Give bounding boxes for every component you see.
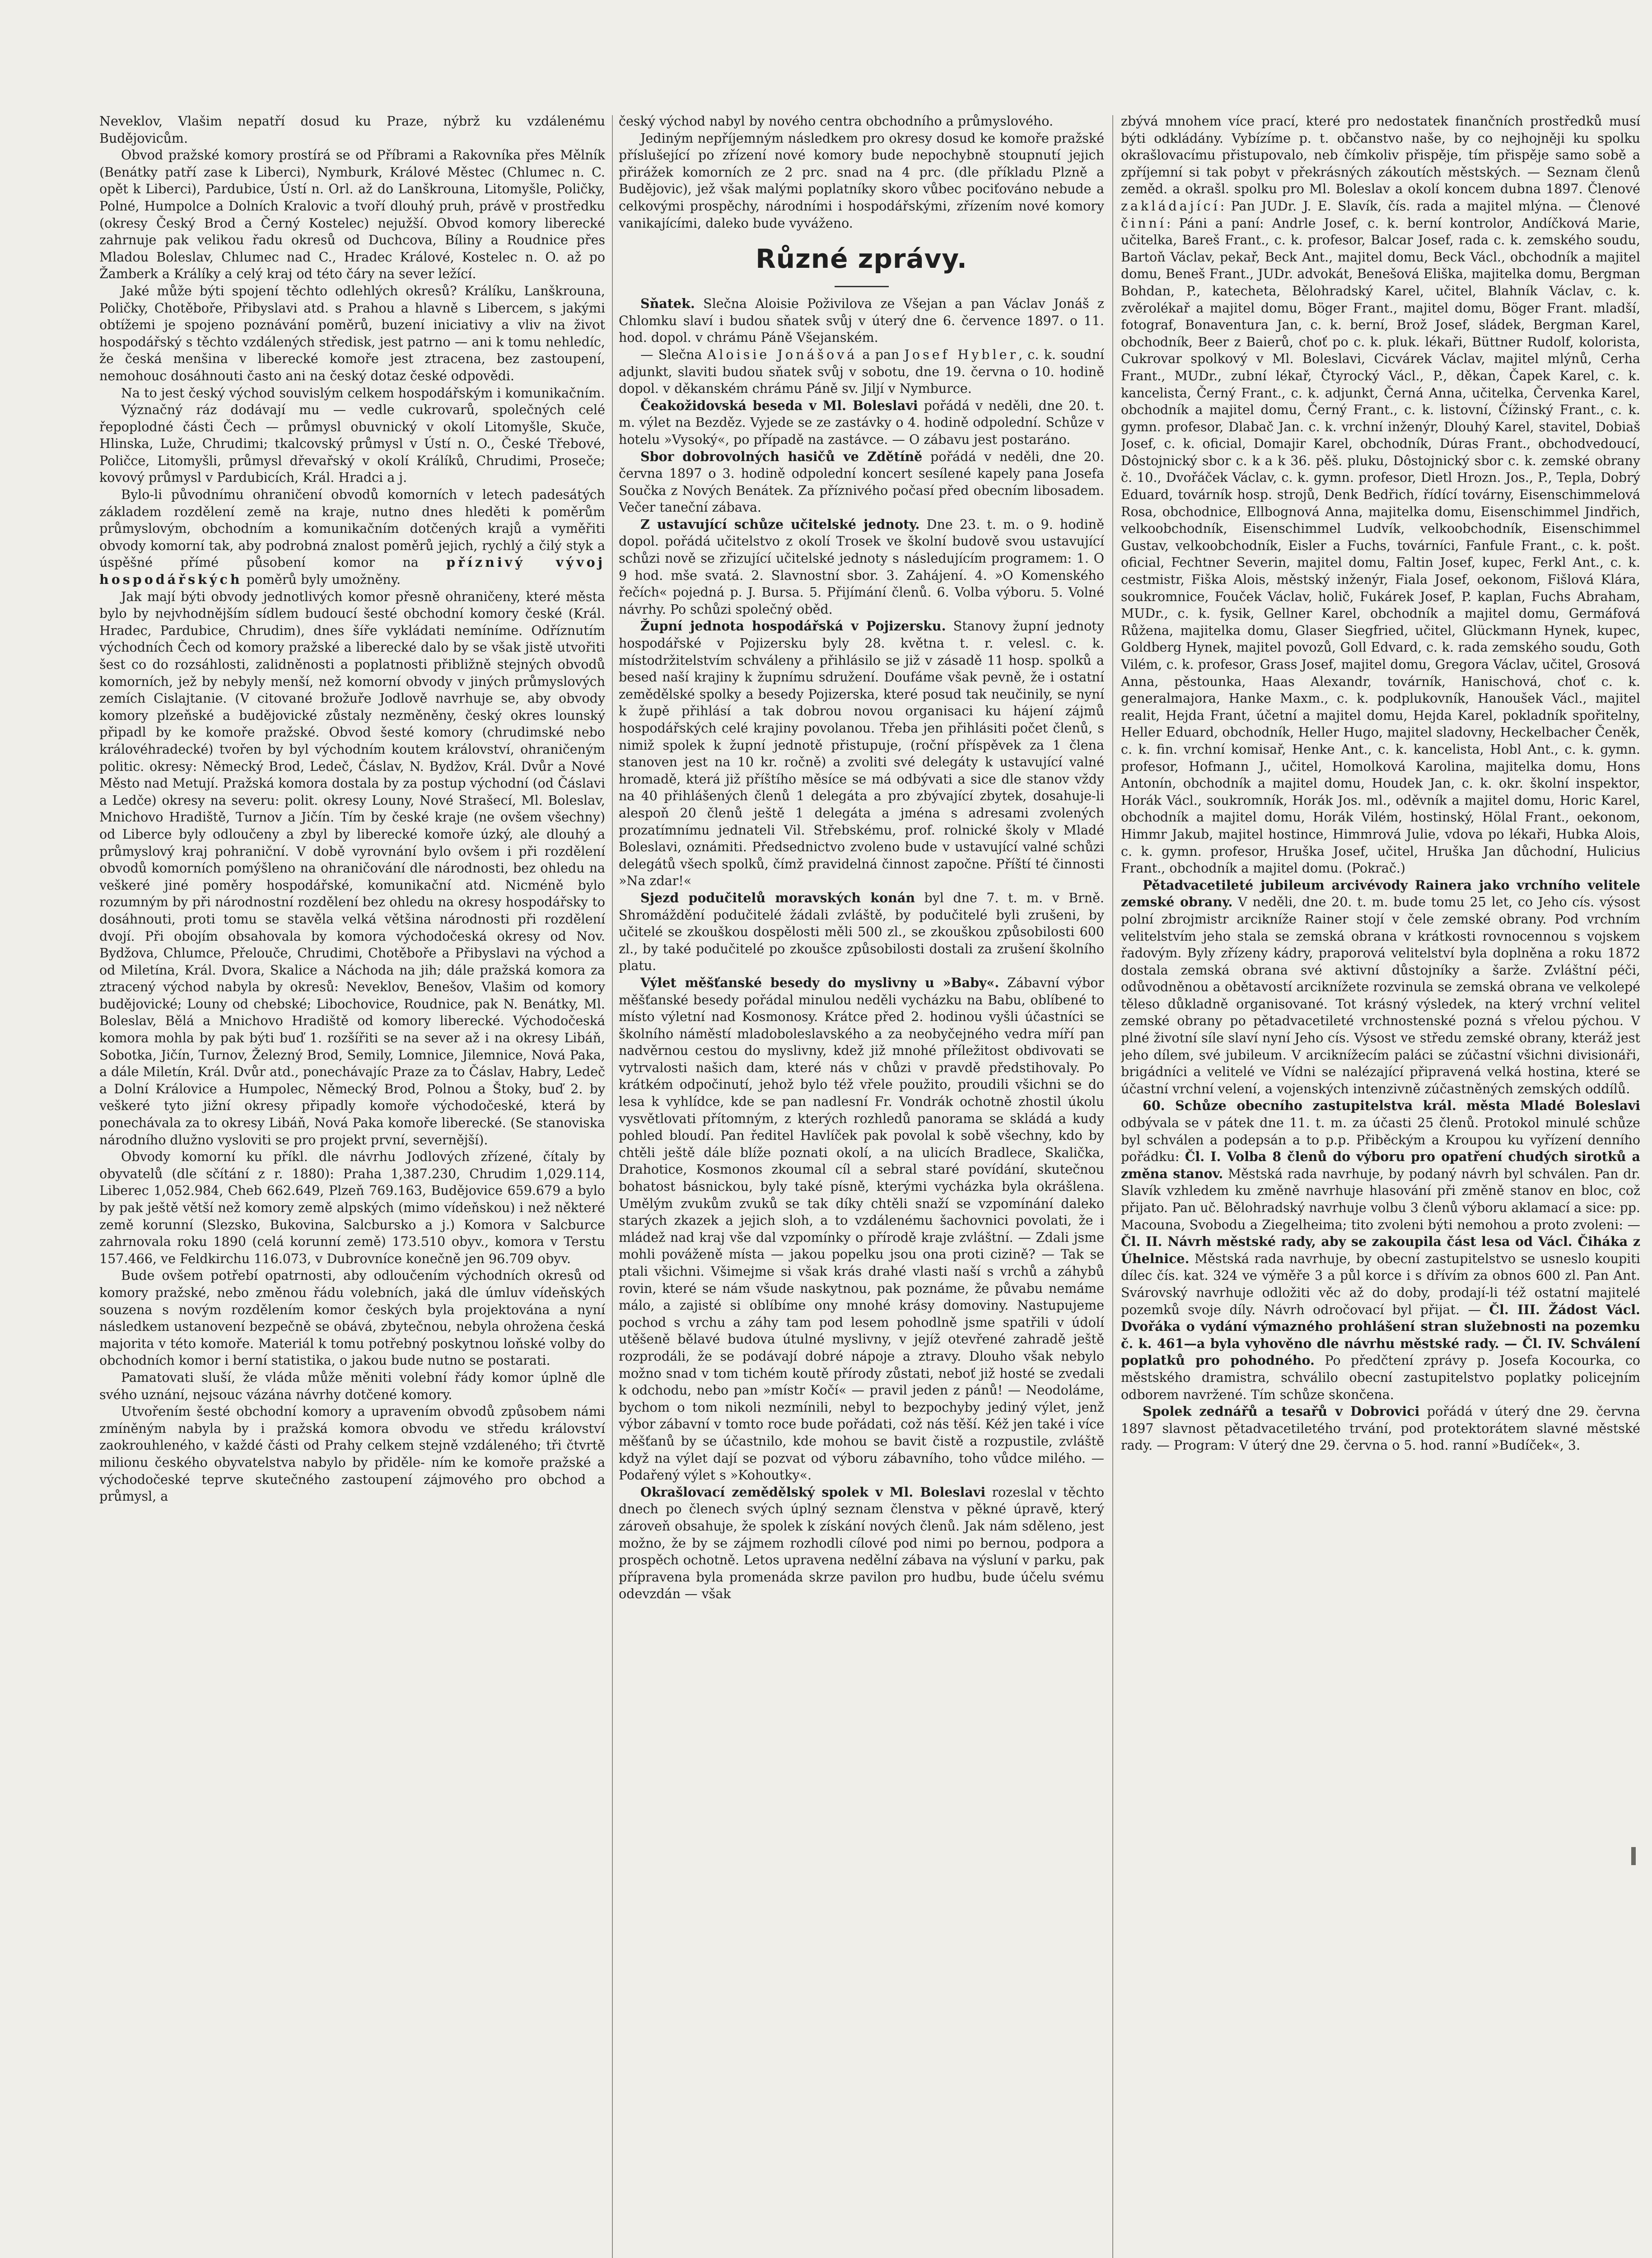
news-item-text: odbývala se v pátek dne 11. t. m. za účasti 25 členů. Protokol minulé schůze byl schválen a podepsán a to p.p. Přiběckým a Kroupou ku vyřízení denního pořádku:: [1121, 1115, 1640, 1165]
news-item-text: Městská rada navrhuje, by podaný návrh byl schválen. Pan dr. Slavík vzhledem ku změně navrhuje hlasování při změně stanov en bloc, což přijato. Pan uč. Bělohradský navrhuje volbu 3 členů výboru aklamací a sice: pp. Macouna, Svobodu a Ziegelheima; tito zvoleni býti nemohou a proto zvoleni: —: [1121, 1166, 1640, 1232]
paragraph: Obvody komorní ku příkl. dle návrhu Jodlových zřízené, čítaly by obyvatelů (dle sčítání z r. 1880): Praha 1,387.230, Chrudim 1,029.114, Liberec 1,052.984, Cheb 662.649, Plzeň 769.163, Budějovice 659.679 a bylo by pak ještě větší než komory země alpských (mimo vídeňskou) i než některé země korunní (Slezsko, Bukovina, Salcbursko a j.) Komora v Salcburce zahrnovala roku 1890 (celá korunní země) 173.510 obyv., komora v Terstu 157.466, ve Feldkirchu 116.073, v Dubrovníce konečně jen 96.709 obyv.: [99, 1149, 605, 1266]
news-item: [619, 295, 1104, 346]
news-item: [1121, 877, 1640, 1098]
spaced-term: činní: [1121, 215, 1167, 231]
paragraph: Neveklov, Vlašim nepatří dosud ku Praze, nýbrž ku vzdálenému Budějovicům.: [99, 114, 605, 146]
news-item: [619, 346, 1104, 397]
paragraph: Obvod pražské komory prostírá se od Příbrami a Rakovníka přes Mělník (Benátky patří zase k Liberci), Nymburk, Králové Městec (Chlumec n. C. opět k Liberci), Pardubice, Ústí n. Orl. až do Lanškrouna, Litomyšle, Poličky, Polné, Humpolce a Dolních Kralovic a tvoří dlouhý pruh, právě v prostředku (okresy Český Brod a Černý Kostelec) nejužší. Obvod komory liberecké zahrnuje pak velikou řadu okresů od Duchcova, Bíliny a Roudnice přes Mladou Boleslav, Chlumec nad C., Hradec Králové, Kostelec n. O. až po Žamberk a Králíky a celý kraj od této čáry na sever ležící.: [99, 148, 605, 282]
text-run: zbývá mnohem více prací, které pro nedostatek finančních prostředků musí býti odkládány. Vybízíme p. t. občanstvo naše, by co nejhojněji ku spolku okrašlovacímu přistupovalo, neb čímkoliv přispěje, tím přispěje samo sobě a zpříjemní si tak pobyt v překrásných zákoutích městských. — Seznam členů zeměd. a okrašl. spolku pro Ml. Boleslav a okolí koncem dubna 1897. Členové: [1121, 114, 1640, 197]
text-run: : Páni a paní: Andrle Josef, c. k. berní kontrolor, Andíčková Marie, učitelka, Bareš Frant., c. k. profesor, Balcar Josef, rada c. k. zemského soudu, Bartoň Václav, pekař, Beck Ant., majitel domu, Beck Václ., obchodník a majitel domu, Beneš Frant., JUDr. advokát, Benešová Eliška, majitelka domu, Bergman Bohdan, P., katecheta, Bělohradský Karel, učitel, Blahník Václav, c. k. zvěrolékař a majitel domu, Böger Frant., majitel domu, Böger Frant. mladší, fotograf, Bonaventura Jan, c. k. berní, Brož Josef, sládek, Bergman Karel, obchodník, Beer z Baierů, choť po c. k. pluk. lékaři, Büttner Rudolf, koloristа, Cukrovar spolkový v Ml. Boleslavi, Cicvárek Václav, majitel mlýnů, Cerha Frant., MUDr., zubní lékař, Čtyrocký Václ., P., děkan, Čapek Karel, c. k. kancelista, Černý Frant., c. k. adjunkt, Černá Anna, učitelka, Červenka Karel, obchodník a majitel domu, Černý Frant., c. k. listovní, Čížinský Frant., c. k. gymn. profesor, Dlabač Jan. c. k. vrchní inženýr, Dlouhý Karel, stavitel, Dobiaš Josef, c. k. oficial, Domajir Karel, obchodník, Dúras Frant., obchodvedoucí, Dôstojnický sbor c. k a k 36. pěš. pluku, Dôstojnický sbor c. k. zemské obrany č. 10., Dvořáček Václav, c. k. gymn. profesor, Dietl Hrozn. Jos., P., Tepla, Dobrý Eduard, továrník hosp. strojů, Denk Bedřich, řídící továrny, Eisenschimmelová Rosa, obchodnice, Ellbognová Anna, majitelka domu, Eisenschimmel Jindřich, velkoobchodník, Eisenschimmel Ludvík, velkoobchodník, Eisenschimmel Gustav, velkoobchodník, Eisler a Fuchs, továrníci, Fanfule Frant., c. k. pošt. oficial, Fechtner Severin, majitel domu, Faltin Josef, kupec, Ferkl Ant., c. k. cestmistr, Fiška Alois, městský inženýr, Fiala Josef, oekonom, Fišlová Klára, soukromnice, Fouček Václav, holič, Fukárek Josef, P. kaplan, Fuchs Abraham, MUDr., c. k. fysik, Gellner Karel, obchodník a majitel domu, Germáfová Růžena, majitelka domu, Glaser Siegfried, učitel, Glückmann Hynek, kupec, Goldberg Hynek, majitel povozů, Goll Edvard, c. k. rada zemského soudu, Goth Vilém, c. k. profesor, Grass Josef, majitel domu, Gregora Václav, učitel, Grosová Anna, pěstounka, Haas Alexandr, továrník, Hanischová, choť c. k. generalmajora, Hanke Maxm., c. k. podplukovník, Hanoušek Václ., majitel realit, Hejda Frant, účetní a majitel domu, Hejda Karel, pokladník spořitelny, Heller Eduard, obchodník, Heller Hugo, majitel sladovny, Heckelbacher Čeněk, c. k. fin. vrchní komisař, Henke Ant., c. k. kancelista, Hobl Ant., c. k. gymn. profesor, Hofmann J., učitel, Homolková Karolina, majitelka domu, Hons Antonín, obchodník a majitel domu, Houdek Jan, c. k. okr. školní inspektor, Horák Václ., soukromník, Horák Jos. ml., oděvník a majitel domu, Horic Karel, obchodník a majitel domu, Horák Vilém, hostinský, Hölal Frant., oekonom, Himmr Jakub, majitel hostince, Himmrová Julie, vdova po lékaři, Hubka Alois, c. k. gymn. profesor, Hruška Josef, učitel, Hruška Jan důchodní, Hulicius Frant., obchodník a majitel domu. (Pokrač.): [1121, 215, 1640, 876]
news-item: [619, 448, 1104, 516]
news-item-text: Dne 23. t. m. o 9. hodině dopol. pořádá učitelstvo z okolí Trosek ve školní budově svou ustavující schůzi nově se zřizující učitelské jednoty s následujícím programem: 1. O 9 hod. mše svatá. 2. Slavnostní sbor. 3. Zahájení. 4. »O Komenského řečích« pojedná p. J. Bursa. 5. Přijímání členů. 6. Volba výboru. 5. Volné návrhy. Po schůzi společný oběd.: [619, 517, 1104, 617]
news-item: [619, 890, 1104, 975]
news-item-text: , c. k. soudní adjunkt, slaviti budou sňatek svůj v sobotu, dne 19. června o 10. hodině dopol. v děkanském chrámu Páně sv. Jiljí v Nymburce.: [619, 347, 1104, 397]
paragraph: Na to jest český východ souvislým celkem hospodářským i komunikačním.: [121, 385, 605, 401]
news-item-text: pořádá v neděli, dne 20. t. m. výlet na Bezděz. Vyjede se ze zastávky o 4. hodině odpolední. Schůze v hotelu »Vysoký«, po případě na zastávce. — O zábavu jest postaráno.: [619, 398, 1104, 447]
news-item: [619, 516, 1104, 618]
news-item-text: Stanovy župní jednoty hospodářské v Pojizersku byly 28. května t. r. velesl. c. k. místodržitelstvím schváleny a přihlásilo se již v zásadě 11 hosp. spolků a besed naší krajiny k župnímu sdružení. Doufáme však pevně, že i ostatní zemědělské spolky a besedy Pojizerska, které posud tak neučinily, se nyní k župě přihlásí a tak dobrou novou organisaci ku hájení zájmů hospodářských celé krajiny povolanou. Třeba jen přihlásiti počet členů, s nimiž spolek k župní jednotě přistupuje, (roční příspěvek za 1 člena stanoven jest na 10 kr. ročně) a zvoliti své delegáty k ustavující valné hromadě, která již příštího měsíce se má odbývati a sice dle stanov vždy na 40 přihlášených členů 1 delegáta a pro zbývající zbytek, dosahuje-li alespoň 20 členů ještě 1 delegáta a jména s adresami zvolených prozatímnímu jednateli Vil. Střebskému, prof. rolnické školy v Mladé Boleslavi, oznámiti. Předsednictvo zvoleno bude v ustavující valné schůzi delegátů všech spolků, čímž pravidelná činnost započne. Příští té činnosti »Na zdar!«: [619, 619, 1104, 889]
paragraph: [99, 486, 605, 588]
news-item: [619, 1484, 1104, 1603]
news-item-text: — Slečna: [640, 347, 707, 362]
news-item-title: Spolek zednářů a tesařů v Dobrovici: [1143, 1404, 1420, 1419]
spaced-term: zakládající: [1121, 198, 1220, 214]
news-item-text: pořádá v neděli, dne 20. června 1897 o 3. hodině odpolední koncert sesílené kapely pana Josefa Součka z Nových Benátek. Za příznivého počasí před obecním libosadem. Večer taneční zábava.: [619, 449, 1104, 515]
paragraph: Utvořením šesté obchodní komory a upravením obvodů způsobem námi zmíněným nabyla by i pražská komora obvodu ve středu království zaokrouhleného, v každé části od Prahy celkem stejně vzdáleného; tři čtvrtě milionu českého obyvatelstva nabylo by přiděle- ním ke komoře pražské a východočeské teprve skutečného zastoupení zájmového pro obchod a průmysl, a: [99, 1404, 605, 1504]
paragraph: Pamatovati sluší, že vláda může měniti volební řády komor úplně dle svého uznání, nejsouc vázána návrhy dotčené komory.: [99, 1370, 605, 1402]
news-item-title: Okrašlovací zemědělský spolek v Ml. Boleslavi: [640, 1484, 986, 1500]
paragraph: Jaké může býti spojení těchto odlehlých okresů? Králíku, Lanškrouna, Poličky, Chotěboře, Přibyslavi atd. s Prahou a hlavně s Libercem, s jakými obtížemi je spojeno poznávání poměrů, buzení iniciativy a vliv na život hospodářský s těchto vzdálených středisk, jest patrno — ani k tomu nehledíc, že česká menšina v liberecké komoře jest ztracena, bez zastoupení, nemohouc dosáhnouti často ani na český dotaz české odpovědi.: [99, 283, 605, 383]
news-item-text: Zábavní výbor měšťanské besedy pořádal minulou neděli vycházku na Babu, oblíbené to místo výletní nad Kosmonosy. Krátce před 2. hodinou vyšli účastníci se školního náměstí mladoboleslavského a za neobyčejného vedra míří pan nadvěrnou cestou do myslivny, kdež již mnohé příležitost obdivovati se vytrvalosti našich dam, které nás v chůzi v pravdě předstihovaly. Po krátkém odpočinutí, jehož bylo též vřele použito, proudili všichni se do lesa k vyhlídce, kde se pan nadlesní Fr. Vondrák ochotně zhostil úkolu vysvětlovati přítomným, z kterých rozhledů panorama se skládá a kudy pohled bloudí. Pan ředitel Havlíček pak povolal k sobě všechny, kdo by chtěli ještě dále blíže poznati okolí, a na ulicích Bradlece, Skalička, Drahotice, Kosmonos zkoumal cíl a sebral staré povídání, skutečnou bohatost básnickou, byly také písně, kterými vycházka byla okrášlena. Umělým zvukům zvuků se tak díky chtěli snaží se vzpomínání daleko starých zkazek a jejich sloh, a to vzdálenému šachovnici povolati, že i mládež nad kraj vše dal vzpomínky o přírodě kraje zvláštní. — Zdali jsme mohli pováženě místa — jakou popelku jsou ona proti cizině? — Tak se ptali všichni. Všimejme si však krás drahé vlasti naší s vrchů a záhybů rovin, které se nám všude naskytnou, pak poznáme, že půvabu nemáme málo, a zajisté si oblíbíme ony mnohé krásy domoviny. Nastupujeme pochod s vrchu a záhy tam pod lesem pohodlně jsme spatřili v údolí utěšeně bělavé budova útulné myslivny, v jejíž otevřené zahradě ještě rozprodáli, že se podávají dobré nápoje a ztravy. Dlouho však nebylo možno snad v tom tichém koutě přírody zůstati, neboť již hosté se zvedali k odchodu, nebo pan »místr Kočí« — pravil jeden z pánů! — Neodoláme, bychom o tom nikoli nezmínili, nebyl to bezpochyby jediný výlet, jenž výbor zábavní v tomto roce bude pořádati, což nás těší. Kéž jen také i více měšťanů by se účastnilo, kde mohou se bavit čistě a rozpustile, zvláště když na výlet dají se pozvat od výboru zábavního, toho vůdce milého. — Podařený výlet s »Kohoutky«.: [619, 975, 1104, 1483]
news-item-text: rozeslal v těchto dnech po členech svých úplný seznam členstva v pěkné úpravě, který zároveň obsahuje, že spolek k získání nových členů. Jak nám sděleno, jest možno, že by se zájmem rozhodli cílové pod nimi po bernou, podpora a prospěch ochotně. Letos upravena nedělní zábava na výsluní v parku, pak přípravena byla promenáda skrze pavilon pro hudbu, bude účelu svému odevzdán — však: [619, 1484, 1104, 1602]
news-item-title: Sbor dobrovolných hasičů ve Zdětíně: [640, 448, 923, 464]
news-item: [619, 975, 1104, 1484]
spaced-name: Aloisie Jonášová: [707, 347, 858, 362]
paragraph: Význačný ráz dodávají mu — vedle cukrovarů, společných celé řepoplodné části Čech — průmysl obuvnický v okolí Litomyšle, Skuče, Hlinska, Luže, Chrudimi; tkalcovský průmysl v Ústí n. O., České Třebové, Poličce, Litomyšli, průmysl dřevařský v okolí Králíků, Chrudimi, Proseče; kovový průmysl v Pardubicích, Král. Hradci a j.: [99, 402, 605, 485]
scan-edge-mark: [1631, 1847, 1636, 1865]
news-item-title: Sjezd podučitelů moravských konán: [640, 890, 915, 905]
news-item-text: a pan: [857, 347, 905, 362]
column-divider-left: [612, 115, 613, 2258]
news-item-title: Župní jednota hospodářská v Pojizersku.: [640, 618, 946, 634]
agenda-item: Čl. II. Návrh městské rady, aby se zakoupila část lesa od Václ. Čiháka z Úhelnice.: [1121, 1234, 1640, 1266]
paragraph: [1121, 113, 1640, 877]
text-run: poměrů byly umožněny.: [242, 572, 401, 588]
news-item-text: V neděli, dne 20. t. m. bude tomu 25 let, co Jeho cís. výsost polní zbrojmistr arcikníže Rainer stojí v čele zemské obrany. Pod vrchním velitelstvím jeho stala se zemská obrana v krátkosti rovnocennou s vojskem řadovým. Byly zřízeny kádry, praporová velitelství byla doplněna a roku 1872 dostala zemská obrana své aktivní důstojníky a šarže. Zvláštní péči, odůvodněnou a obětavostí arciknížete rozvinula se zemská obrana ve velkolepé těleso důkladně organisované. Tot krásný výsledek, na který vrchní velitel zemské obrany po pětadvacetileté vrchnostenské pozná s vřelou pýchou. V plné životní síle slaví nyní Jeho cís. Výsost ve středu zemské obrany, kteráž jest jeho dílem, své jubileum. V arciknížecím paláci se zúčastní všichni divisionáři, brigádníci a velitelé ve Vídni se nalézající připravená velká hostina, které se účastní vrchní velení, a vojenských intenzivně zúčastněných zemských oddílů.: [1121, 895, 1640, 1096]
news-item-title: Čeakožidovská beseda v Ml. Boleslavi: [640, 397, 918, 413]
news-item-text: Po předčtení zprávy p. Josefa Kocourka, co městského dramistra, schválilo obecní zastupitelstvo poplatky policejním odborem navržené. Tím schůze skončena.: [1121, 1353, 1640, 1402]
agenda-item: Čl. III. Žádost Václ. Dvořáka o vydání výmazného prohlášení stran služebnosti na pozemku č. k. 461—a byla vyhověno dle návrhu městské rady. — Čl. IV. Schválení poplatků pro pohodného.: [1121, 1302, 1640, 1368]
news-item: [619, 618, 1104, 890]
paragraph: český východ nabyl by nového centra obchodního a průmyslového.: [619, 114, 1054, 129]
emphasis-text: příznivý vývoj hospodářských: [99, 555, 605, 588]
article-column-1: [99, 113, 605, 2258]
news-item-title: Sňatek.: [640, 296, 695, 312]
news-item: [619, 397, 1104, 448]
paragraph: Jak mají býti obvody jednotlivých komor přesně ohraničeny, které města bylo by nejvhodnějším sídlem budoucí šesté obchodní komory české (Král. Hradec, Pardubice, Chrudim), dnes šíře vykládati nemíníme. Odříznutím východních Čech od komory pražské a liberecké dalo by se však jistě utvořiti šest co do rozsáhlosti, zalidněnosti a poplatnosti přibližně stejných obvodů komorních, jež by nebyly menší, než komorní obvody v jiných průmyslových zemích Cislajtanie. (V citované brožuře Jodlově navrhuje se, aby obvody komory plzeňské a budějovické zůstaly nezměněny, český okres lounský připadl by ke komoře pražské. Obvod šesté komory (chrudimské nebo královéhradecké) tvořen by byl východním koutem království, ohraničeným politic. okresy: Německý Brod, Ledeč, Čáslav, N. Bydžov, Král. Dvůr a Nové Město nad Metují. Pražská komora dostala by za postup východní (od Čáslavi a Ledče) okresy na severu: polit. okresy Louny, Nové Strašecí, Ml. Boleslav, Mnichovo Hradiště, Turnov a Jičín. Tím by české kraje (ne ovšem všechny) od Liberce byly odloučeny a zbyl by liberecké komoře úzký, ale dlouhý a průmyslový kraj pohraniční. V době vyrovnání bylo ovšem i při rozdělení obvodů komorních pomýšleno na ohraničování dle národnosti, bez ohledu na veškeré jiné poměry hospodářské, komunikační atd. Nicméně bylo rozumným by při národnostní rozdělení bez ohledu na okresy hospodářsky to dosáhnouti, proti tomu se stavěla velká většina národnosti při rozdělení dvojí. Při obojím obsahovala by komora východočeská okresy od Nov. Bydžova, Chlumce, Přelouče, Chrudimi, Chotěboře a Přibyslavi na východ a od Miletína, Král. Dvora, Skalice a Náchoda na jih; dále pražská komora za ztracený východ nabyla by okresů: Neveklov, Benešov, Vlašim od komory budějovické; Louny od chebské; Libochovice, Roudnice, pak N. Benátky, Ml. Boleslav, Bělá a Mnichovo Hradiště od komory liberecké. Východočeská komora mohla by pak býti buď 1. rozšířiti se na sever až i na okresy Libáň, Sobotka, Jičín, Turnov, Železný Brod, Semily, Lomnice, Jilemnice, Nová Paka, a dále Miletín, Král. Dvůr atd., ponechávajíc Praze za to Čáslav, Habry, Ledeč a Dolní Královice a Humpolec, Německý Brod, Polnou a Štoky, buď 2. by veškeré tyto jižní okresy připadly komoře východočeské, která by ponechávala za to okresy Libáň, Nová Paka komoře liberecké. (Se stanoviska národního dlužno vysloviti se pro projekt první, severnější).: [99, 589, 605, 1148]
news-item: [1121, 1097, 1640, 1403]
news-item-title: 60. Schůze obecního zastupitelstva král. města Mladé Boleslavi: [1143, 1098, 1640, 1114]
column-divider-right: [1112, 115, 1113, 2258]
news-item-text: pořádá v úterý dne 29. června 1897 slavnost pětadvacetiletého trvání, pod protektorátem slavné městské rady. — Program: V úterý dne 29. června o 5. hod. ranní »Budíček«, 3.: [1121, 1404, 1640, 1453]
news-item-text: Slečna Aloisie Poživilova ze Všejan a pan Václav Jonáš z Chlomku slaví i budou sňatek svůj v úterý dne 6. července 1897. o 11. hod. dopol. v chrámu Páně Všejanském.: [619, 296, 1104, 345]
section-heading: Různé zprávy.: [756, 243, 967, 275]
news-item-text: byl dne 7. t. m. v Brně. Shromáždění podučitelé žádali zvláště, by podučitelé byli zrušeni, by učitelé se zkouškou dospělosti měli 500 zl., se zkouškou způsobilosti 600 zl., by také podučitelé po zkoušce způsobilosti dostali za zrušení školního platu.: [619, 890, 1104, 974]
paragraph: Bude ovšem potřebí opatrnosti, aby odloučením východních okresů od komory pražské, nebo změnou řádu volebních, jaká dle úmluv vídeňských souzena s novým rozdělením komor českých byla projektována a nyní následkem ustanovení bezpečně se obává, zbytečnou, nebyla ohrožena česká majorita v této komoře. Materiál k tomu potřebný poskytnou loňské volby do obchodních komor i berní statistika, o jakou bude nutno se postarati.: [99, 1268, 605, 1368]
text-run: : Pan JUDr. J. E. Slavík, čís. rada a majitel mlýna. — Členové: [1220, 198, 1640, 214]
news-item-title: Pětadvacetileté jubileum arcivévody Rainera jako vrchního velitele zemské obrany.: [1121, 877, 1640, 910]
article-column-2: [619, 113, 1104, 2258]
agenda-item: Čl. I. Volba 8 členů do výboru pro opatření chudých sirotků a změna stanov.: [1121, 1149, 1640, 1181]
article-column-3: [1121, 113, 1640, 2258]
spaced-name: Josef Hybler: [904, 347, 1019, 362]
news-item-title: Výlet měšťanské besedy do myslivny u »Baby«.: [640, 975, 999, 990]
news-item-title: Z ustavující schůze učitelské jednoty.: [640, 516, 920, 532]
news-item-text: Městská rada navrhuje, by obecní zastupitelstvo se usneslo koupiti dílec čís. kat. 324 ve výměře 3 a půl korce i s dřívím za obnos 600 zl. Pan Ant. Svárovský navrhuje odložiti věc až do doby, prodají-li též ostatní majitelé pozemků svoje díly. Návrh odročovací byl přijat. —: [1121, 1251, 1640, 1317]
heading-rule: [835, 286, 889, 287]
news-item: [1121, 1403, 1640, 1454]
paragraph: Jediným nepříjemným následkem pro okresy dosud ke komoře pražské příslušející po zřízení nové komory bude nepochybně stoupnutí jejich přirážek komorních ze 2 prc. snad na 4 prc. (dle příkladu Plzně a Budějovic), jež však malými poplatníky skoro vůbec pociťováno nebude a celkovými prospěchy, národními i hospodářskými, zřízením nové komory vanikajícími, daleko bude vyváženo.: [619, 131, 1104, 231]
text-run: Bylo-li původnímu ohraničení obvodů komorních v letech padesátých základem rozdělení země na kraje, nutno dnes hleděti k poměrům průmyslovým, obchodním a komunikačním dotčených krajů a vyměřiti obvody komorní tak, aby podrobná znalost poměrů jejich, rychlý a čilý styk a úspěšné přímé působení komor na: [99, 487, 605, 570]
